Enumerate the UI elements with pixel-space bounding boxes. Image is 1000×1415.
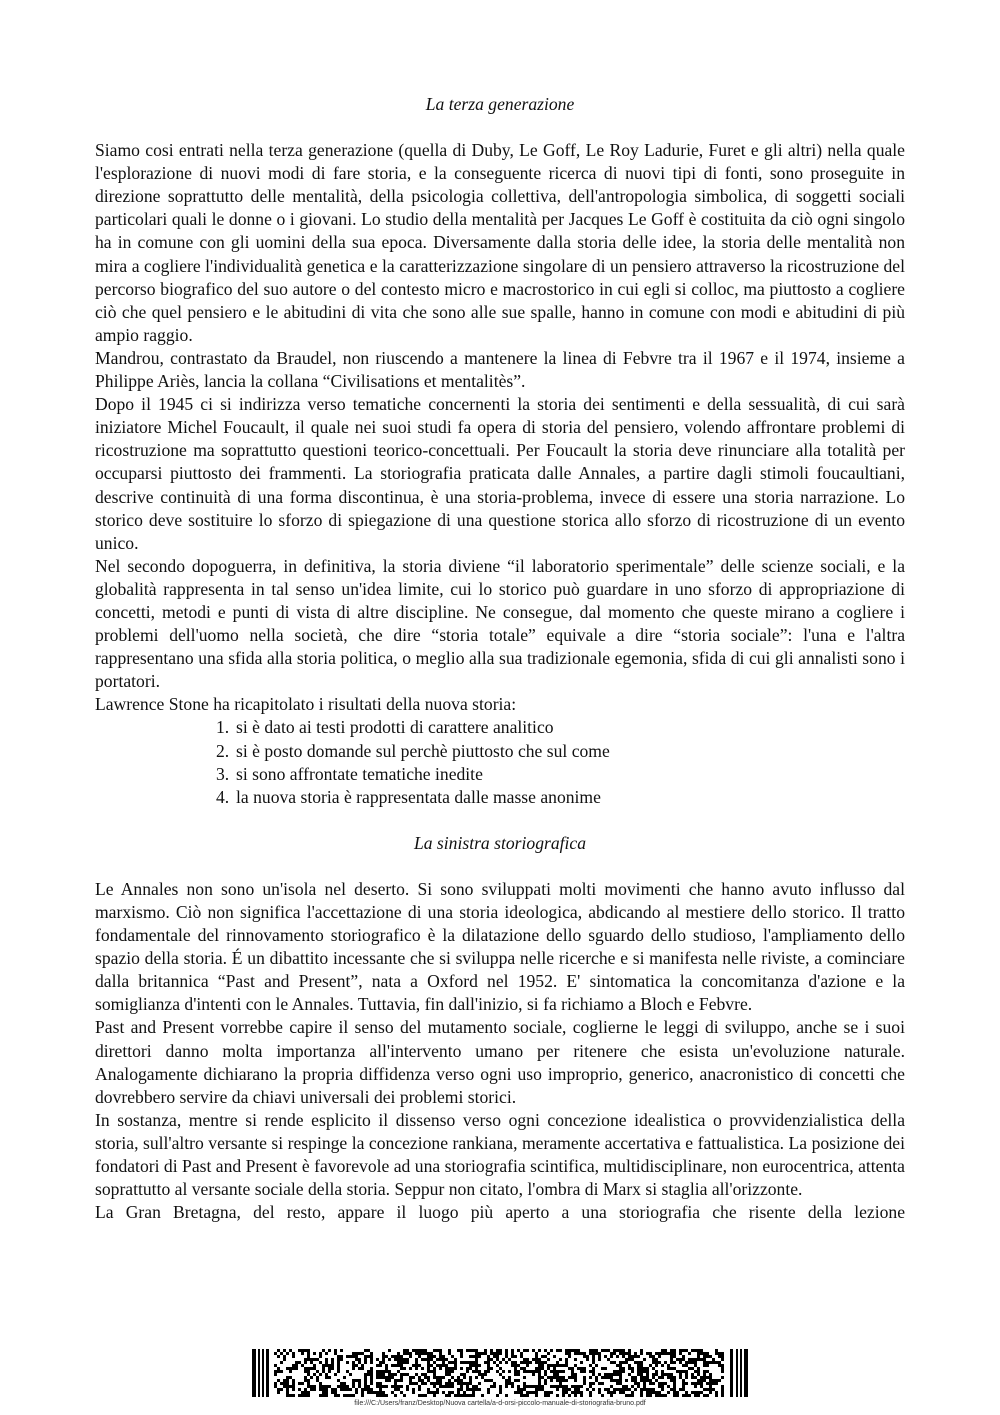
paragraph: In sostanza, mentre si rende esplicito il dissenso verso ogni concezione idealistica o provvidenzialistica della storia, sull'altro versante si respinge la concezione rankiana, meramente accertativa e fattualistica. La posizione dei fondatori di Past and Present è favorevole ad una storiografia scintifica, multidisciplinare, non eurocentrica, attenta soprattutto al versante sociale della storia. Seppur non citato, l'ombra di Marx si staglia all'orizzonte. — [95, 1109, 905, 1200]
paragraph: Nel secondo dopoguerra, in definitiva, la storia diviene “il laboratorio sperimentale” delle scienze sociali, e la globalità rappresenta in tal senso un'idea limite, cui lo storico può guardare in uno sforzo di appropriazione di concetti, metodi e punti di vista di altre discipline. Ne consegue, dal momento che queste mirano a cogliere i problemi dell'uomo nella società, che dire “storia totale” equivale a dire “storia sociale”: l'una e l'altra rappresentano una sfida alla storia politica, o meglio alla sua tradizionale egemonia, sfida di cui gli annalisti sono i portatori. — [95, 555, 905, 692]
list-text: si è dato ai testi prodotti di carattere analitico — [236, 717, 554, 738]
section-heading-sinistra-storiografica: La sinistra storiografica — [413, 832, 587, 853]
paragraph: Lawrence Stone ha ricapitolato i risultati della nuova storia: — [95, 694, 517, 715]
paragraph: Mandrou, contrastato da Braudel, non riuscendo a mantenere la linea di Febvre tra il 1967 e il 1974, insieme a Philippe Ariès, lancia la collana “Civilisations et mentalitès”. — [95, 347, 905, 392]
section-heading-terza-generazione: La terza generazione — [425, 94, 575, 114]
paragraph: Past and Present vorrebbe capire il senso del mutamento sociale, coglierne le leggi di sviluppo, anche se i suoi direttori danno molta importanza all'intervento umano per ritenere che esista un'evoluzione naturale. Analogamente dichiarano la propria diffidenza verso ogni uso improprio, generico, anacronistico di concetti che dovrebbero servire da chiavi universali dei problemi storici. — [95, 1017, 905, 1107]
list-item — [216, 786, 905, 809]
file-path-caption: file:///C:/Users/franz/Desktop/Nuova cartella/a-d-orsi-piccolo-manuale-di-storiografia-bruno.pdf — [354, 1400, 646, 1407]
list-number: 3. — [216, 763, 230, 784]
barcode-image — [252, 1349, 748, 1397]
footer-barcode — [0, 1349, 1000, 1402]
paragraph: Siamo cosi entrati nella terza generazione (quella di Duby, Le Goff, Le Roy Ladurie, Furet e gli altri) nella quale l'esplorazione di nuovi modi di fare storia, e la conseguente ricerca di nuovi tipi di fonti, sono proseguite in direzione soprattutto delle mentalità, della psicologia collettiva, dell'antropologia simbolica, di soggetti sociali particolari quali le donne o i giovani. Lo studio della mentalità per Jacques Le Goff è costituita da ciò ogni singolo ha in comune con gli uomini della sua epoca. Diversamente dalla storia delle idee, la storia delle mentalità non mira a cogliere l'individualità genetica e la caratterizzazione singolare di un pensiero attraverso la ricostruzione del percorso biografico del suo autore o del contesto micro e macrostorico in cui egli si colloc, ma piuttosto a cogliere ciò che quel pensiero e le abitudini di vita che sono alle sue spalle, hanno in comune con modi e abitudini di più ampio raggio. — [95, 140, 905, 345]
list-number: 1. — [216, 717, 230, 738]
paragraph: La Gran Bretagna, del resto, appare il luogo più aperto a una storiografia che risente della lezione — [95, 1202, 905, 1223]
list-number: 2. — [216, 740, 230, 761]
paragraph: Le Annales non sono un'isola nel deserto. Si sono sviluppati molti movimenti che hanno avuto influsso dal marxismo. Ciò non significa l'accettazione di una storia ideologica, abdicando al mestiere dello storico. Il tratto fondamentale del rinnovamento storiografico è la dilatazione dello sguardo dello studioso, l'ampliamento dello spazio della storia. É un dibattito incessante che si sviluppa nelle ricerche e si manifesta nelle riviste, a cominciare dalla britannica “Past and Present”, nata a Oxford nel 1952. E' sintomatica la concomitanza d'azione e la somiglianza d'intenti con le Annales. Tuttavia, fin dall'inizio, si fa richiamo a Bloch e Febvre. — [95, 878, 905, 1015]
list-item — [216, 740, 905, 763]
list-item — [216, 763, 905, 786]
list-text: si sono affrontate tematiche inedite — [236, 763, 483, 784]
list-item — [216, 716, 905, 739]
document-page — [95, 93, 905, 1224]
list-number: 4. — [216, 786, 230, 807]
list-text: la nuova storia è rappresentata dalle masse anonime — [236, 786, 601, 807]
paragraph: Dopo il 1945 ci si indirizza verso tematiche concernenti la storia dei sentimenti e della sessualità, di cui sarà iniziatore Michel Foucault, il quale nei suoi studi fa opera di storia del pensiero, volendo affrontare problemi di ricostruzione ma soprattutto questioni teorico-concettuali. Per Foucault la storia deve rinunciare alla totalità per occuparsi piuttosto dei frammenti. La storiografia praticata dalle Annales, a partire dagli stimoli foucaultiani, descrive continuità di una forma discontinua, è una storia-problema, invece di essere una storia narrazione. Lo storico deve sostituire lo sforzo di spiegazione di una questione storica allo sforzo di ricostruzione di un evento unico. — [95, 394, 905, 553]
list-text: si è posto domande sul perchè piuttosto che sul come — [236, 740, 610, 761]
results-list — [95, 716, 905, 808]
